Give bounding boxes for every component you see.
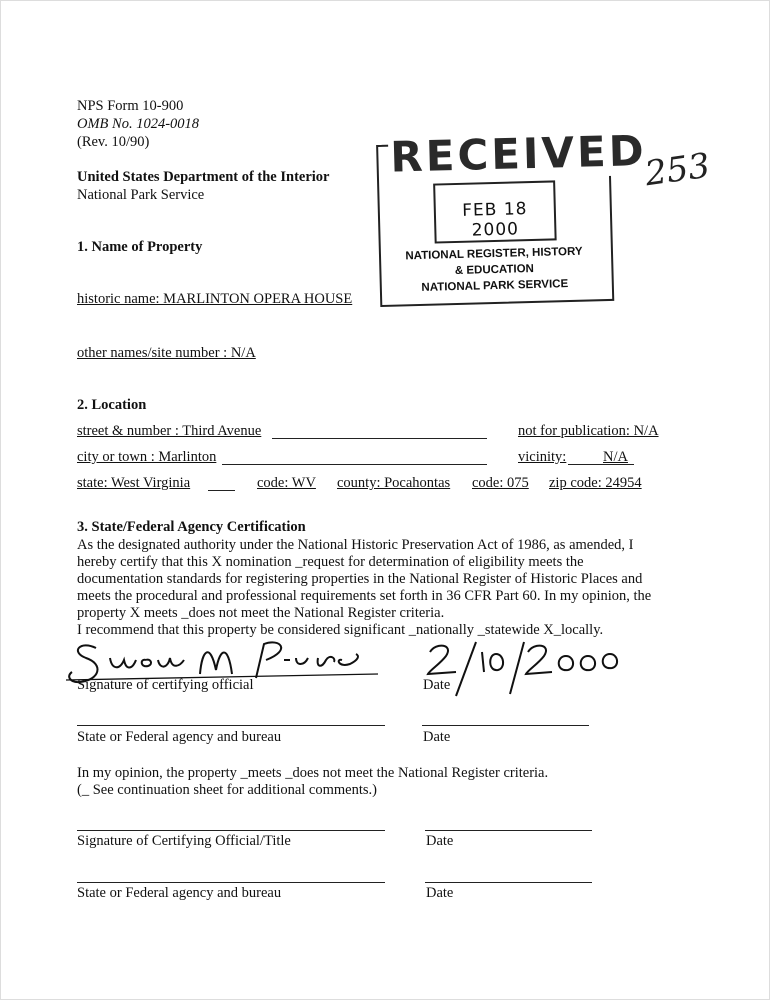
state-code-field: code: WV (257, 475, 316, 491)
certification-line-2: hereby certify that this X nomination _request for determination of eligibility meets the (77, 554, 584, 570)
omb-number: OMB No. 1024-0018 (77, 116, 200, 132)
city-field: city or town : Marlinton (77, 449, 217, 465)
stamp-received-text: RECEIVED (389, 125, 648, 182)
date-label-3: Date (426, 833, 454, 849)
zip-code-field: zip code: 24954 (549, 475, 642, 491)
historic-name-field: historic name: MARLINTON OPERA HOUSE (77, 291, 353, 307)
received-stamp (376, 125, 648, 305)
certification-line-4: meets the procedural and professional requirements set forth in 36 CFR Part 60. In my opinion, the (77, 588, 652, 604)
agency-label-1: State or Federal agency and bureau (77, 729, 282, 745)
agency: National Park Service (77, 187, 205, 203)
stamp-line-1: NATIONAL REGISTER, HISTORY (405, 245, 583, 263)
date-label-1: Date (423, 677, 451, 693)
city-underline (222, 464, 487, 465)
state-underline (208, 490, 235, 491)
date-label-4: Date (426, 885, 454, 901)
opinion-line-2: (_ See continuation sheet for additional comments.) (77, 782, 377, 798)
department: United States Department of the Interior (77, 169, 330, 185)
stamp-line-3: NATIONAL PARK SERVICE (421, 278, 569, 294)
section-1-heading: 1. Name of Property (77, 239, 203, 255)
agency-line-1 (77, 725, 385, 726)
vicinity-value: N/A (603, 449, 628, 465)
stamp-date: FEB 18 2000 (461, 199, 528, 241)
vicinity-label: vicinity: (518, 449, 567, 465)
stamp-line-2: & EDUCATION (454, 262, 535, 278)
street-field: street & number : Third Avenue (77, 423, 262, 439)
section-2-heading: 2. Location (77, 397, 147, 413)
street-underline (272, 438, 487, 439)
state-field: state: West Virginia (77, 475, 191, 491)
county-code-field: code: 075 (472, 475, 529, 491)
certification-line-3: documentation standards for registering properties in the National Register of Historic Places and (77, 571, 643, 587)
form-number: NPS Form 10-900 (77, 98, 184, 114)
agency-line-2 (77, 882, 385, 883)
date-line-3 (425, 830, 592, 831)
certification-line-5: property X meets _does not meet the National Register criteria. (77, 605, 445, 621)
signature-label-2: Signature of Certifying Official/Title (77, 833, 291, 849)
date-label-2: Date (423, 729, 451, 745)
certification-line-1: As the designated authority under the National Historic Preservation Act of 1986, as amended, I (77, 537, 634, 553)
certification-line-6: I recommend that this property be considered significant _nationally _statewide X_locally. (77, 622, 604, 638)
date-line-2 (422, 725, 589, 726)
handwritten-number: 253 (642, 145, 713, 195)
signature-label-1: Signature of certifying official (77, 677, 254, 693)
county-field: county: Pocahontas (337, 475, 451, 491)
date-line-4 (425, 882, 592, 883)
form-revision: (Rev. 10/90) (77, 134, 150, 150)
other-names-field: other names/site number : N/A (77, 345, 256, 361)
opinion-line-1: In my opinion, the property _meets _does not meet the National Register criteria. (77, 765, 549, 781)
signature-line-2 (77, 830, 385, 831)
agency-label-2: State or Federal agency and bureau (77, 885, 282, 901)
section-3-heading: 3. State/Federal Agency Certification (77, 519, 306, 535)
stamp-date-box (433, 180, 557, 243)
not-for-publication-field: not for publication: N/A (518, 423, 659, 439)
vicinity-underline (568, 464, 634, 465)
